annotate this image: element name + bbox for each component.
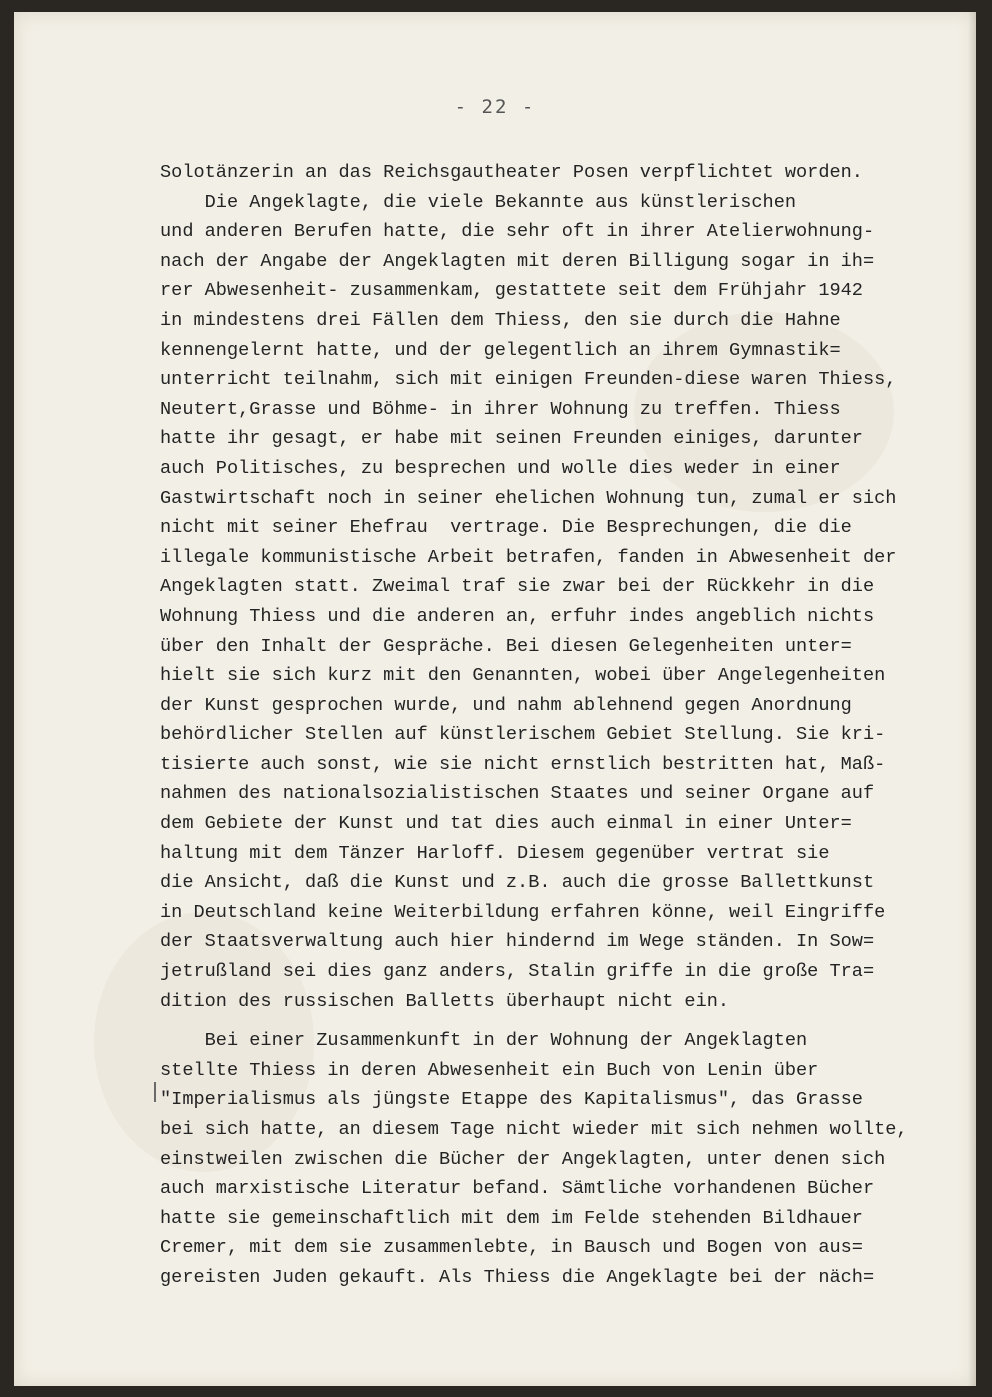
- text-line: dition des russischen Balletts überhaupt nicht ein.: [160, 990, 730, 1012]
- text-line: rer Abwesenheit- zusammenkam, gestattete seit dem Frühjahr 1942: [160, 280, 863, 302]
- text-line: Gastwirtschaft noch in seiner ehelichen Wohnung tun, zumal er sich: [160, 487, 897, 509]
- text-line: gereisten Juden gekauft. Als Thiess die Angeklagte bei der näch=: [160, 1266, 875, 1288]
- text-line: tisierte auch sonst, wie sie nicht ernstlich bestritten hat, Maß-: [160, 753, 886, 775]
- text-line: haltung mit dem Tänzer Harloff. Diesem gegenüber vertrat sie: [160, 842, 830, 864]
- text-line: bei sich hatte, an diesem Tage nicht wieder mit sich nehmen wollte,: [160, 1119, 908, 1140]
- text-line: die Ansicht, daß die Kunst und z.B. auch die grosse Ballettkunst: [160, 872, 875, 894]
- text-line: hielt sie sich kurz mit den Genannten, wobei über Angelegenheiten: [160, 665, 886, 687]
- text-line: illegale kommunistische Arbeit betrafen, fanden in Abwesenheit der: [160, 546, 897, 568]
- page-number: - 22 -: [454, 96, 536, 118]
- text-line: in Deutschland keine Weiterbildung erfahren könne, weil Eingriffe: [160, 901, 886, 923]
- text-line: nahmen des nationalsozialistischen Staates und seiner Organe auf: [160, 783, 875, 805]
- text-line: über den Inhalt der Gespräche. Bei diesen Gelegenheiten unter=: [160, 635, 852, 657]
- text-line: Solotänzerin an das Reichsgautheater Posen verpflichtet worden.: [160, 162, 863, 183]
- text-line: Wohnung Thiess und die anderen an, erfuhr indes angeblich nichts: [160, 605, 875, 627]
- text-line: dem Gebiete der Kunst und tat dies auch einmal in einer Unter=: [160, 813, 852, 835]
- text-line: nicht mit seiner Ehefrau vertrage. Die Besprechungen, die die: [160, 517, 852, 539]
- text-line: der Kunst gesprochen wurde, und nahm ablehnend gegen Anordnung: [160, 694, 852, 716]
- page-edge-shadow: [968, 12, 976, 1386]
- typewritten-body: [160, 158, 950, 1293]
- text-line: und anderen Berufen hatte, die sehr oft in ihrer Atelierwohnung-: [160, 221, 875, 243]
- text-line: Neutert,Grasse und Böhme- in ihrer Wohnung zu treffen. Thiess: [160, 398, 841, 420]
- text-line: Bei einer Zusammenkunft in der Wohnung der Angeklagten: [160, 1030, 808, 1052]
- text-line: auch marxistische Literatur befand. Sämtliche vorhandenen Bücher: [160, 1178, 875, 1200]
- text-line: nach der Angabe der Angeklagten mit deren Billigung sogar in ih=: [160, 250, 875, 272]
- text-line: Cremer, mit dem sie zusammenlebte, in Bausch und Bogen von aus=: [160, 1237, 863, 1259]
- text-line: Angeklagten statt. Zweimal traf sie zwar bei der Rückkehr in die: [160, 576, 875, 598]
- text-line: Die Angeklagte, die viele Bekannte aus künstlerischen: [160, 191, 797, 213]
- text-line: jetrußland sei dies ganz anders, Stalin griffe in die große Tra=: [160, 961, 875, 983]
- text-line: hatte ihr gesagt, er habe mit seinen Freunden einiges, darunter: [160, 428, 863, 450]
- text-line: in mindestens drei Fällen dem Thiess, den sie durch die Hahne: [160, 309, 841, 331]
- text-line: einstweilen zwischen die Bücher der Angeklagten, unter denen sich: [160, 1148, 886, 1170]
- text-line: behördlicher Stellen auf künstlerischem Gebiet Stellung. Sie kri-: [160, 724, 886, 746]
- text-line: der Staatsverwaltung auch hier hindernd im Wege ständen. In Sow=: [160, 931, 875, 953]
- document-page: [14, 12, 976, 1386]
- text-line: unterricht teilnahm, sich mit einigen Freunden-diese waren Thiess,: [160, 369, 897, 391]
- margin-mark: [154, 1082, 156, 1102]
- text-line: hatte sie gemeinschaftlich mit dem im Felde stehenden Bildhauer: [160, 1207, 863, 1229]
- paragraph-gap: [160, 1016, 950, 1026]
- text-line: "Imperialismus als jüngste Etappe des Kapitalismus", das Grasse: [160, 1089, 863, 1111]
- text-line: auch Politisches, zu besprechen und wolle dies weder in einer: [160, 457, 841, 479]
- text-line: stellte Thiess in deren Abwesenheit ein Buch von Lenin über: [160, 1059, 819, 1081]
- text-line: kennengelernt hatte, und der gelegentlich an ihrem Gymnastik=: [160, 339, 841, 361]
